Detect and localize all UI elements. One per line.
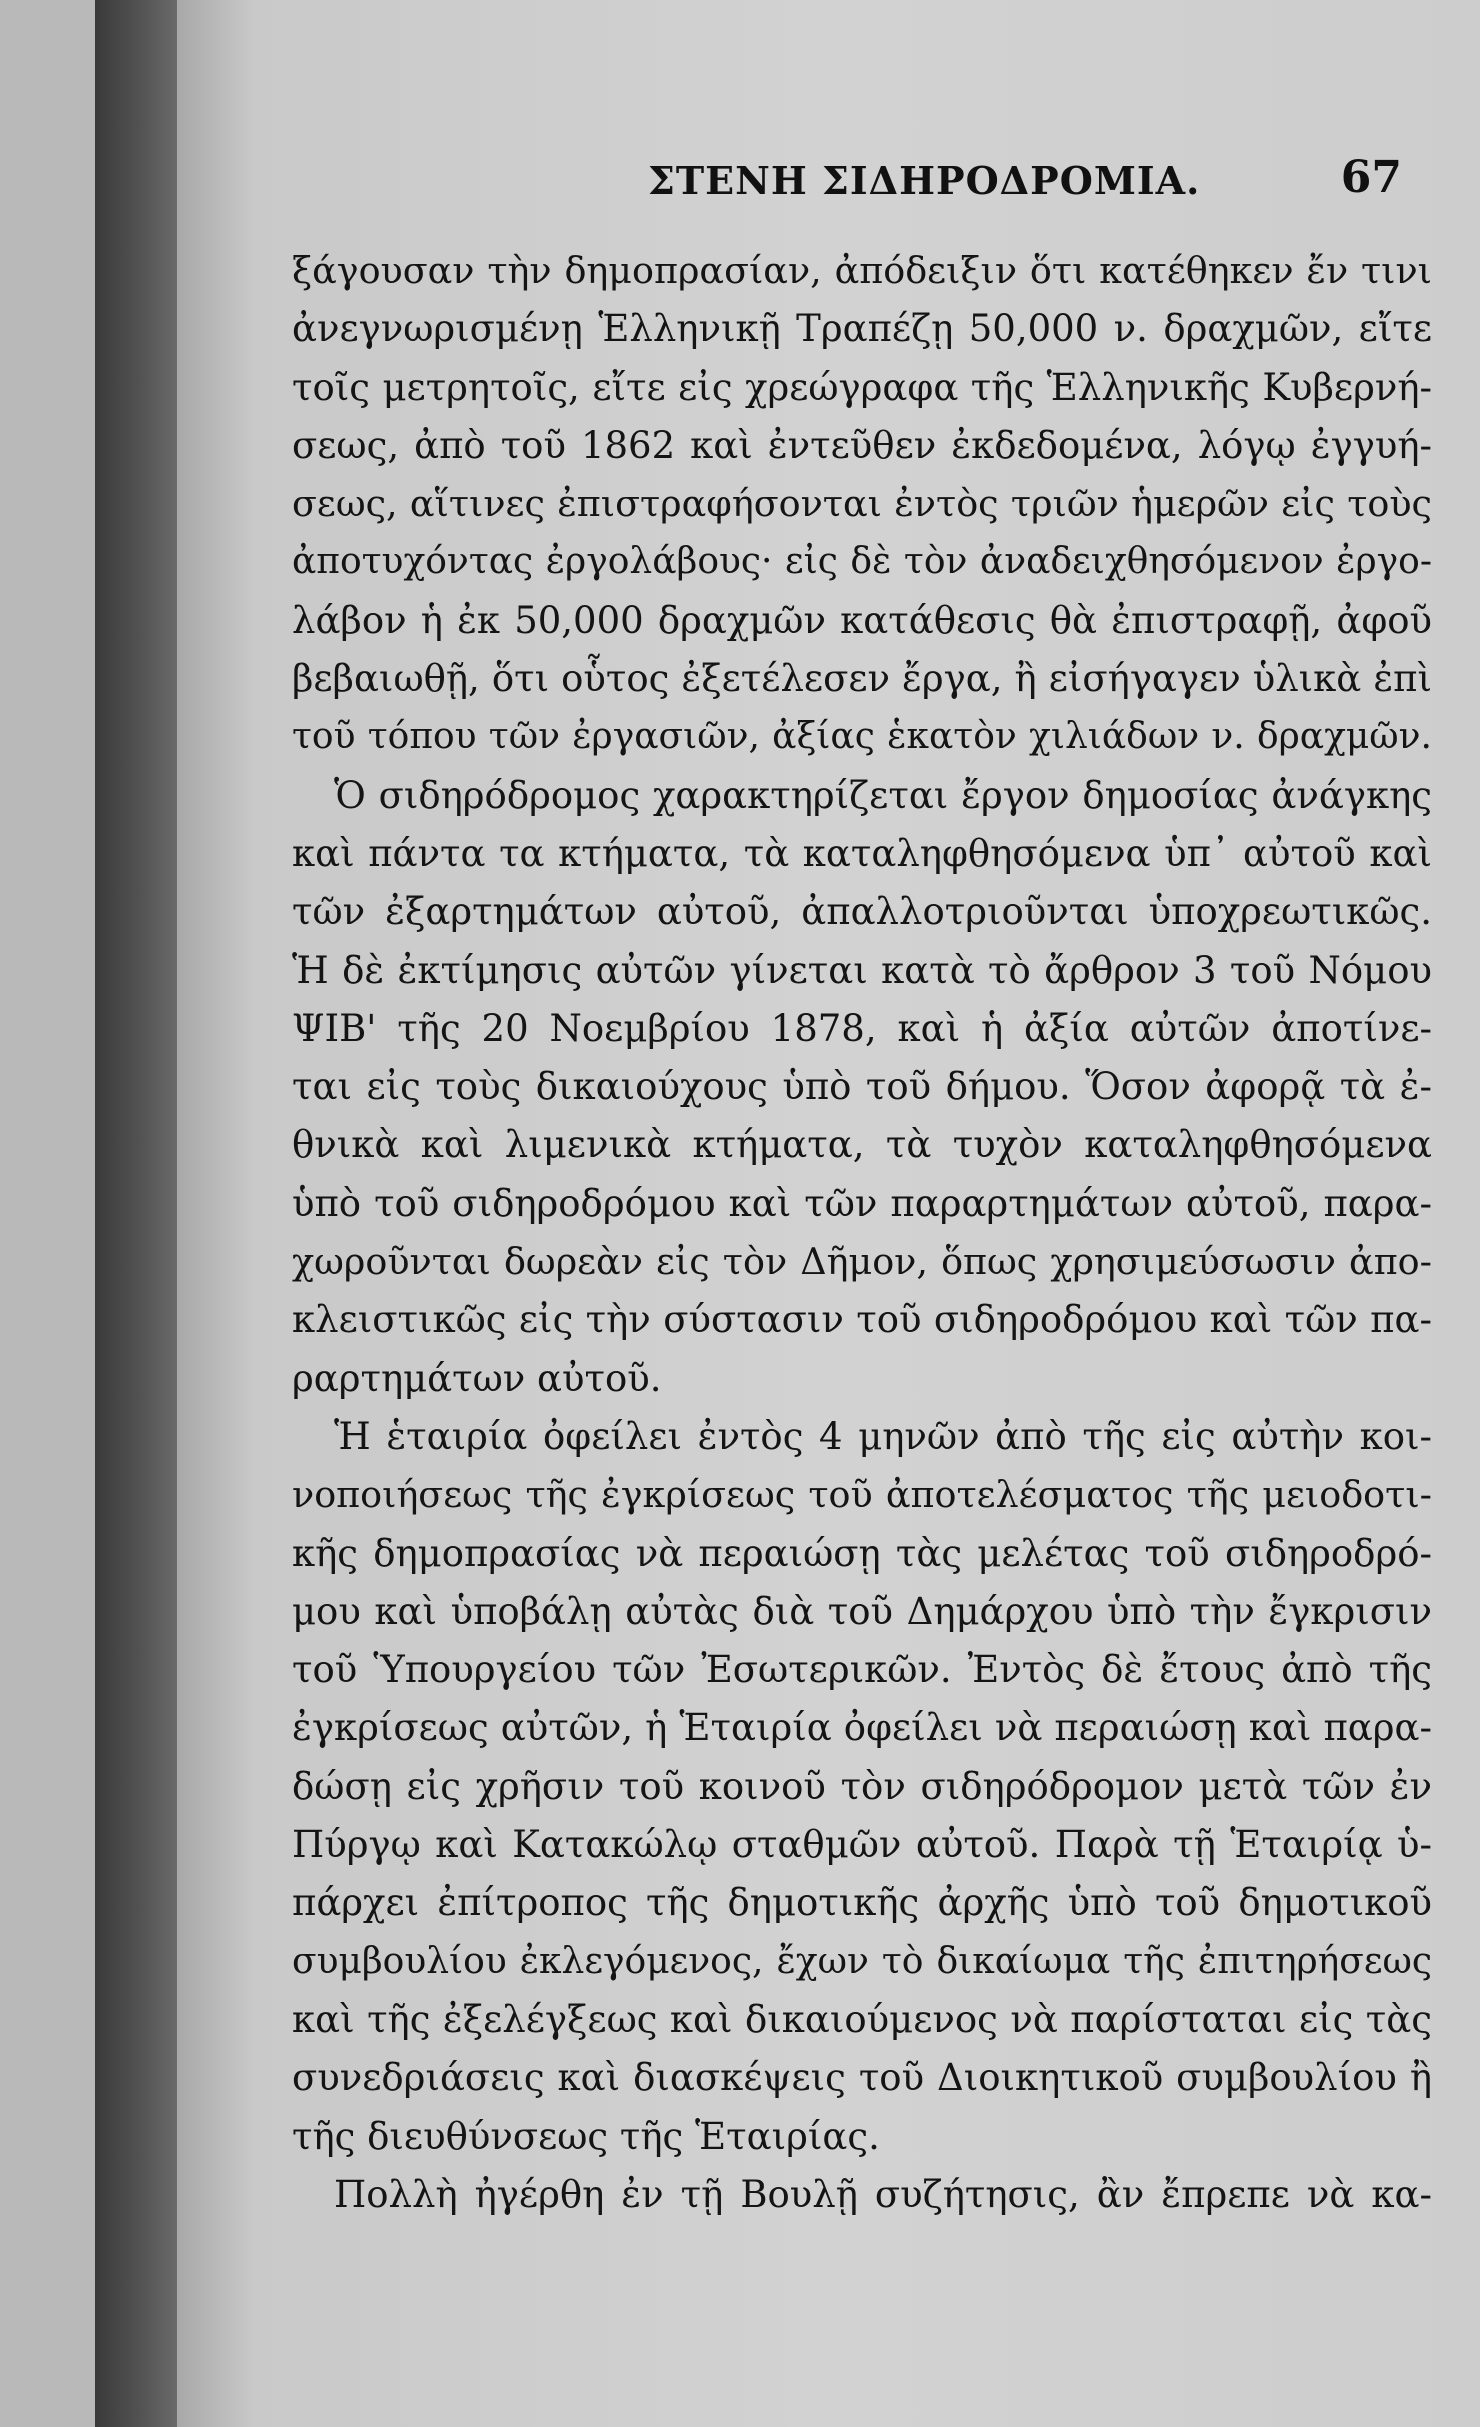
book-spine-shadow [95, 0, 177, 2427]
page-header [290, 148, 1420, 208]
text-line: συμβουλίου ἐκλεγόμενος, ἔχων τὸ δικαίωμα τῆς ἐπιτηρήσεως [292, 1940, 1432, 1982]
text-line: βεβαιωθῇ, ὅτι οὗτος ἐξετέλεσεν ἔργα, ἢ εἰσήγαγεν ὑλικὰ ἐπὶ [292, 657, 1432, 701]
page-number: 67 [1340, 152, 1402, 203]
text-line: μου καὶ ὑποβάλῃ αὐτὰς διὰ τοῦ Δημάρχου ὑπὸ τὴν ἔγκρισιν [292, 1589, 1432, 1633]
text-line: ἀποτυχόντας ἐργολάβους· εἰς δὲ τὸν ἀναδειχθησόμενον ἐργο- [292, 541, 1432, 583]
text-line: χωροῦνται δωρεὰν εἰς τὸν Δῆμον, ὅπως χρησιμεύσωσιν ἀπο- [292, 1240, 1432, 1284]
text-line: Ὁ σιδηρόδρομος χαρακτηρίζεται ἔργον δημοσίας ἀνάγκης [334, 773, 1432, 817]
text-line: θνικὰ καὶ λιμενικὰ κτήματα, τὰ τυχὸν καταληφθησόμενα [292, 1123, 1432, 1167]
text-line: ται εἰς τοὺς δικαιούχους ὑπὸ τοῦ δήμου. Ὅσον ἀφορᾷ τὰ ἐ- [292, 1065, 1432, 1109]
text-line: δώσῃ εἰς χρῆσιν τοῦ κοινοῦ τὸν σιδηρόδρομον μετὰ τῶν ἐν [292, 1764, 1432, 1808]
text-line: κῆς δημοπρασίας νὰ περαιώσῃ τὰς μελέτας τοῦ σιδηροδρό- [292, 1531, 1432, 1575]
text-line: τῆς διευθύνσεως τῆς Ἑταιρίας. [292, 2114, 880, 2158]
text-line: ξάγουσαν τὴν δημοπρασίαν, ἀπόδειξιν ὅτι κατέθηκεν ἔν τινι [292, 249, 1432, 292]
text-line: σεως, ἀπὸ τοῦ 1862 καὶ ἐντεῦθεν ἐκδεδομένα, λόγῳ ἐγγυή- [292, 423, 1432, 467]
text-line: κλειστικῶς εἰς τὴν σύστασιν τοῦ σιδηροδρόμου καὶ τῶν πα- [292, 1298, 1432, 1342]
text-line: ἀνεγνωρισμένῃ Ἑλληνικῇ Τραπέζῃ 50,000 ν. δραχμῶν, εἴτε [292, 307, 1432, 351]
text-line: καὶ τῆς ἐξελέγξεως καὶ δικαιούμενος νὰ παρίσταται εἰς τὰς [292, 1997, 1432, 2041]
text-line: Ἡ δὲ ἐκτίμησις αὐτῶν γίνεται κατὰ τὸ ἄρθρον 3 τοῦ Νόμου [292, 948, 1432, 992]
text-line: τοῦ Ὑπουργείου τῶν Ἐσωτερικῶν. Ἐντὸς δὲ ἔτους ἀπὸ τῆς [292, 1648, 1432, 1692]
scan-margin [0, 0, 95, 2427]
body-text [292, 242, 1432, 2224]
text-line: Πολλὴ ἠγέρθη ἐν τῇ Βουλῇ συζήτησις, ἂν ἔπρεπε νὰ κα- [334, 2172, 1432, 2216]
text-line: ΨΙΒ' τῆς 20 Νοεμβρίου 1878, καὶ ἡ ἀξία αὐτῶν ἀποτίνε- [292, 1006, 1432, 1050]
text-line: πάρχει ἐπίτροπος τῆς δημοτικῆς ἀρχῆς ὑπὸ τοῦ δημοτικοῦ [292, 1881, 1432, 1925]
text-line: ραρτημάτων αὐτοῦ. [292, 1356, 662, 1400]
text-line: τοῖς μετρητοῖς, εἴτε εἰς χρεώγραφα τῆς Ἑλληνικῆς Κυβερνή- [292, 365, 1432, 409]
text-line: καὶ πάντα τα κτήματα, τὰ καταληφθησόμενα ὑπ᾽ αὐτοῦ καὶ [292, 831, 1432, 875]
text-line: σεως, αἵτινες ἐπιστραφήσονται ἐντὸς τριῶν ἡμερῶν εἰς τοὺς [292, 482, 1432, 526]
text-line: τῶν ἐξαρτημάτων αὐτοῦ, ἀπαλλοτριοῦνται ὑποχρεωτικῶς. [292, 890, 1432, 934]
text-line: λάβον ἡ ἐκ 50,000 δραχμῶν κατάθεσις θὰ ἐπιστραφῇ, ἀφοῦ [292, 598, 1432, 642]
running-head: ΣΤΕΝΗ ΣΙΔΗΡΟΔΡΟΜΙΑ. [648, 158, 1201, 203]
text-line: ὑπὸ τοῦ σιδηροδρόμου καὶ τῶν παραρτημάτων αὐτοῦ, παρα- [292, 1181, 1432, 1225]
text-line: νοποιήσεως τῆς ἐγκρίσεως τοῦ ἀποτελέσματος τῆς μειοδοτι- [292, 1473, 1432, 1517]
text-line: ἐγκρίσεως αὐτῶν, ἡ Ἑταιρία ὀφείλει νὰ περαιώσῃ καὶ παρα- [292, 1706, 1432, 1750]
text-line: συνεδριάσεις καὶ διασκέψεις τοῦ Διοικητικοῦ συμβουλίου ἢ [292, 2056, 1432, 2100]
text-line: Ἡ ἑταιρία ὀφείλει ἐντὸς 4 μηνῶν ἀπὸ τῆς εἰς αὐτὴν κοι- [334, 1414, 1432, 1458]
text-line: τοῦ τόπου τῶν ἐργασιῶν, ἀξίας ἑκατὸν χιλιάδων ν. δραχμῶν. [292, 716, 1432, 758]
text-line: Πύργῳ καὶ Κατακώλῳ σταθμῶν αὐτοῦ. Παρὰ τῇ Ἑταιρίᾳ ὑ- [292, 1823, 1432, 1867]
